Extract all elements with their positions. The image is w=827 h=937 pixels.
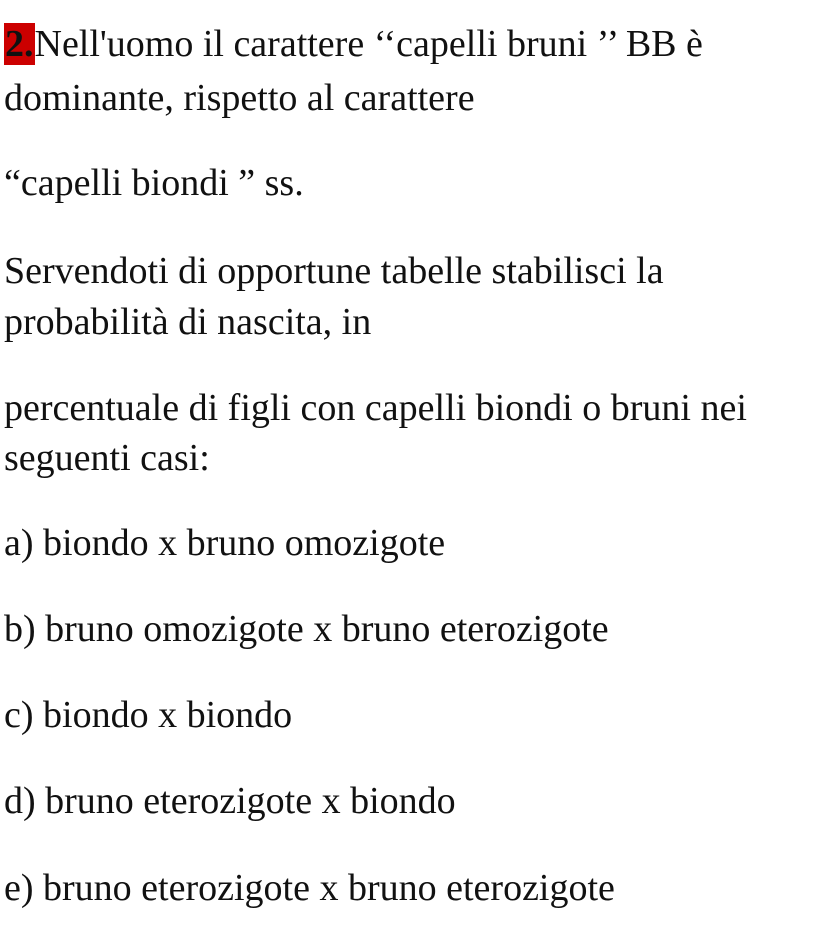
- question-number: 2.: [5, 23, 34, 65]
- question-text-line: dominante, rispetto al carattere: [4, 77, 475, 119]
- case-item-c: c) biondo x biondo: [4, 694, 293, 736]
- question-text-line: “capelli biondi ” ss.: [4, 162, 304, 204]
- case-item-a: a) biondo x bruno omozigote: [4, 522, 446, 564]
- case-item-d: d) bruno eterozigote x biondo: [4, 780, 456, 822]
- case-item-e: e) bruno eterozigote x bruno eterozigote: [4, 867, 615, 909]
- question-text-line: percentuale di figli con capelli biondi o bruni nei: [4, 387, 747, 429]
- question-text-line: probabilità di nascita, in: [4, 301, 372, 343]
- question-text-line: Nell'uomo il carattere ‘‘capelli bruni ’’ BB è: [34, 23, 703, 65]
- question-first-line: [4, 22, 703, 66]
- question-text-line: seguenti casi:: [4, 437, 210, 479]
- question-text-line: Servendoti di opportune tabelle stabilisci la: [4, 250, 664, 292]
- case-item-b: b) bruno omozigote x bruno eterozigote: [4, 608, 609, 650]
